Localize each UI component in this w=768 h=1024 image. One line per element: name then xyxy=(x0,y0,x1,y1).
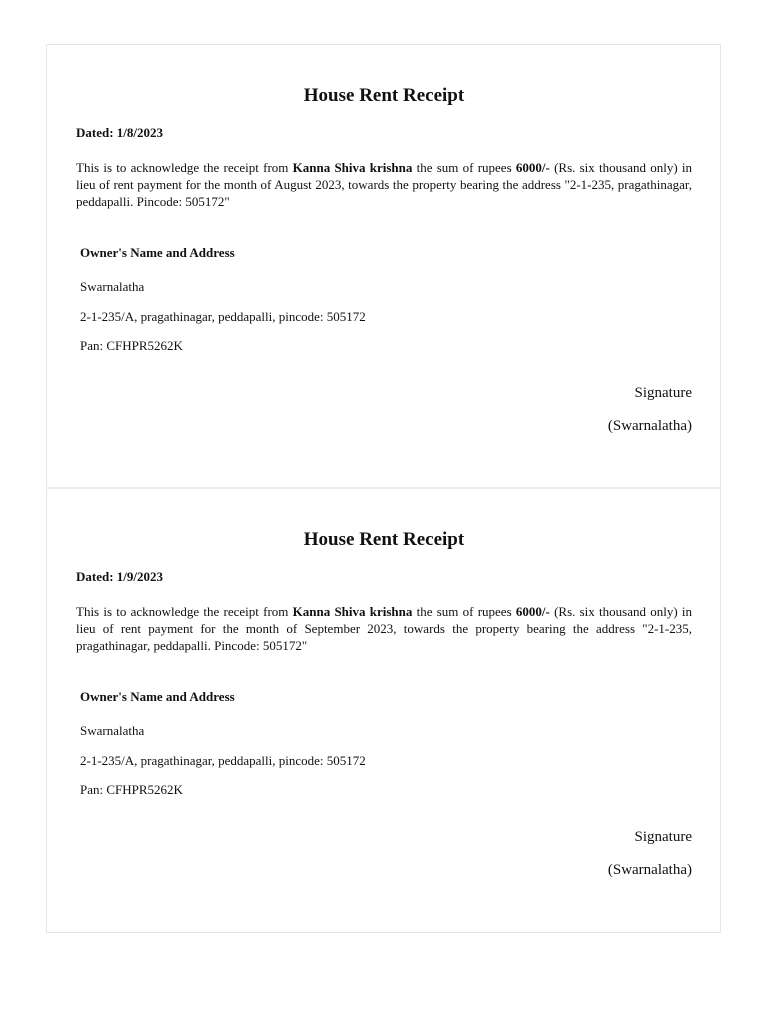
owner-heading: Owner's Name and Address xyxy=(80,689,235,704)
owner-pan: Pan: CFHPR5262K xyxy=(80,338,183,353)
receipt-body xyxy=(76,159,692,210)
rent-amount: 6000/- xyxy=(515,604,550,619)
body-mid: the sum of rupees xyxy=(412,160,516,175)
owner-heading: Owner's Name and Address xyxy=(80,245,235,260)
owner-block xyxy=(76,689,692,798)
signature-name: (Swarnalatha) xyxy=(607,418,692,434)
receipt-title: House Rent Receipt xyxy=(303,529,465,550)
owner-name: Swarnalatha xyxy=(80,723,145,738)
receipt-body xyxy=(76,603,692,654)
receipt-august xyxy=(76,83,692,435)
body-rest: (Rs. six thousand only) in lieu of rent payment for the month of September 2023, towards the property bearing the address "2-1-235, pragathinagar, peddapalli. Pincode: 505172" xyxy=(76,604,692,653)
owner-block xyxy=(76,245,692,354)
owner-name: Swarnalatha xyxy=(80,279,145,294)
signature-label: Signature xyxy=(634,385,692,401)
body-rest: (Rs. six thousand only) in lieu of rent payment for the month of August 2023, towards the property bearing the address "2-1-235, pragathinagar, peddapalli. Pincode: 505172" xyxy=(76,160,692,209)
body-intro: This is to acknowledge the receipt from xyxy=(76,160,293,175)
body-intro: This is to acknowledge the receipt from xyxy=(76,604,293,619)
tenant-name: Kanna Shiva krishna xyxy=(292,160,413,175)
tenant-name: Kanna Shiva krishna xyxy=(292,604,413,619)
receipt-september xyxy=(76,527,692,879)
owner-pan: Pan: CFHPR5262K xyxy=(80,782,183,797)
signature-label: Signature xyxy=(634,829,692,845)
owner-address: 2-1-235/A, pragathinagar, peddapalli, pincode: 505172 xyxy=(80,309,366,324)
rent-amount: 6000/- xyxy=(515,160,550,175)
receipt-date: Dated: 1/9/2023 xyxy=(76,569,164,584)
receipt-date: Dated: 1/8/2023 xyxy=(76,125,164,140)
signature-block xyxy=(76,828,692,879)
signature-block xyxy=(76,384,692,435)
body-mid: the sum of rupees xyxy=(412,604,516,619)
owner-address: 2-1-235/A, pragathinagar, peddapalli, pincode: 505172 xyxy=(80,753,366,768)
signature-name: (Swarnalatha) xyxy=(607,862,692,878)
receipt-title: House Rent Receipt xyxy=(303,85,465,106)
receipt-divider xyxy=(46,487,721,489)
